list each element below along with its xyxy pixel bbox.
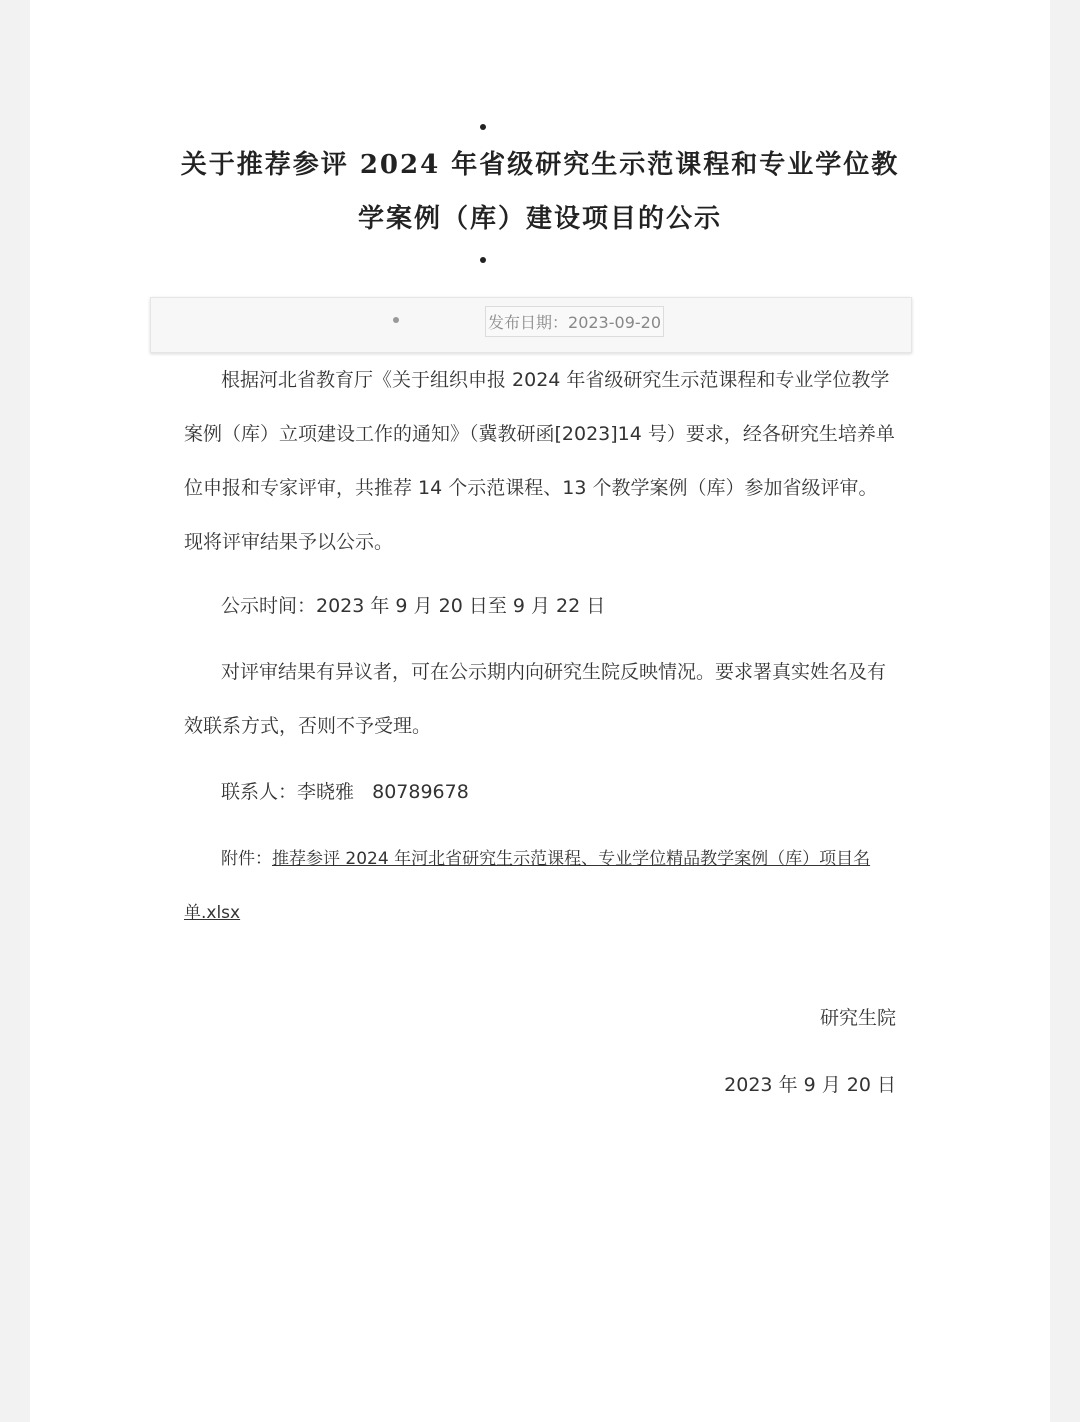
publish-date	[485, 306, 664, 337]
title-top-bullet	[480, 124, 486, 130]
page-title: 关于推荐参评 2024 年省级研究生示范课程和专业学位教学案例（库）建设项目的公示	[180, 150, 900, 234]
attachment-link[interactable]: 推荐参评 2024 年河北省研究生示范课程、专业学位精品教学案例（库）项目名单.xlsx	[184, 849, 871, 923]
signature-org: 研究生院	[819, 1007, 896, 1029]
attachment-line	[184, 832, 896, 940]
meta-bullet	[393, 317, 399, 323]
contact-line: 联系人：李晓雅 80789678	[221, 781, 469, 803]
document-page	[30, 0, 1050, 1422]
publish-date-value: 2023-09-20	[568, 313, 661, 332]
signature-date: 2023 年 9 月 20 日	[724, 1074, 896, 1096]
title-bottom-bullet	[480, 257, 486, 263]
notice-period: 公示时间：2023 年 9 月 20 日至 9 月 22 日	[221, 595, 606, 617]
publish-date-label: 发布日期：	[488, 313, 569, 332]
attachment-label: 附件：	[221, 849, 272, 869]
intro-paragraph: 根据河北省教育厅《关于组织申报 2024 年省级研究生示范课程和专业学位教学案例（库）立项建设工作的通知》（冀教研函[2023]14 号）要求，经各研究生培养单位申报和专家评审，共推荐 14 个示范课程、13 个教学案例（库）参加省级评审。现将评审结果予以公示。	[184, 369, 895, 553]
objection-paragraph: 对评审结果有异议者，可在公示期内向研究生院反映情况。要求署真实姓名及有效联系方式，否则不予受理。	[184, 661, 887, 737]
publish-meta-bar	[150, 297, 912, 353]
